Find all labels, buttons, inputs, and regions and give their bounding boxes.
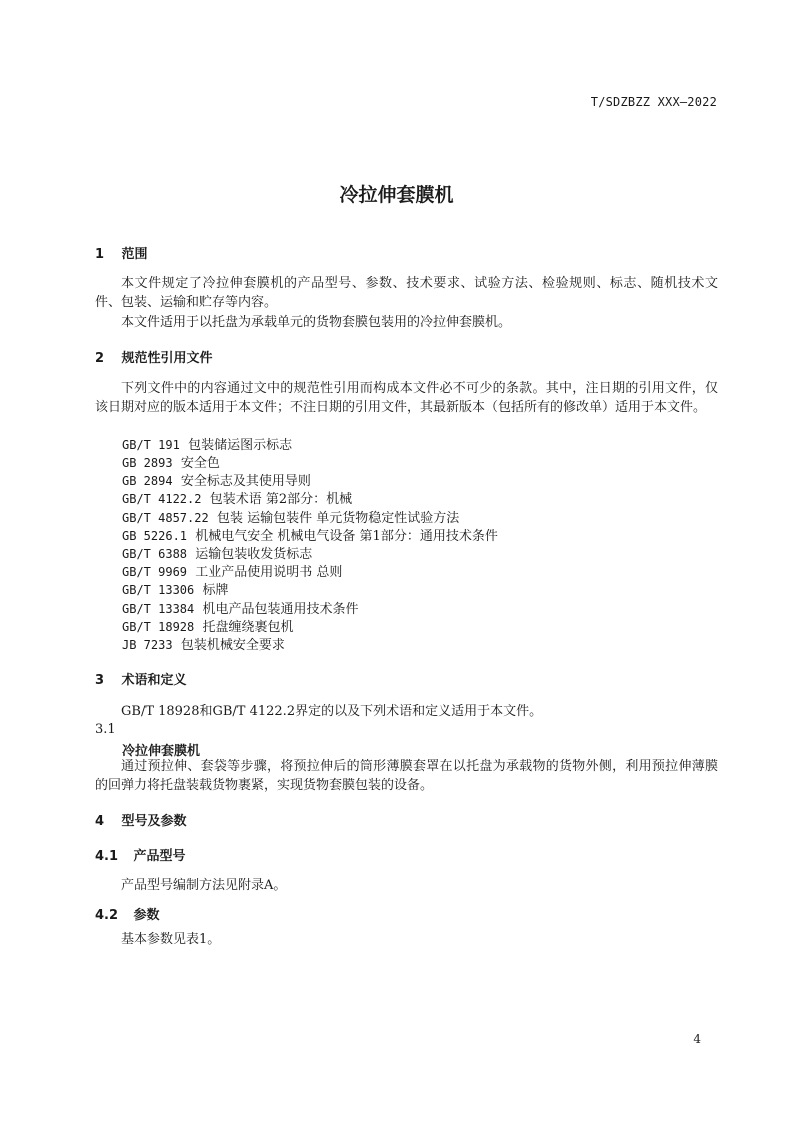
section-4-heading [95,810,187,829]
term-definition: 通过预拉伸、套袋等步骤，将预拉伸后的筒形薄膜套罩在以托盘为承载物的货物外侧，利用预拉伸薄膜的回弹力将托盘装载货物裹紧，实现货物套膜包装的设备。 [95,759,718,793]
reference-title: 工业产品使用说明书 总则 [195,565,343,580]
section-title: 规范性引用文件 [121,351,213,366]
term-number: 3.1 [95,722,116,737]
reference-code: GB 2893 [122,456,173,470]
section-number: 2 [95,351,105,366]
section-1-heading [95,243,148,262]
reference-code: JB 7233 [122,638,173,652]
section-title: 范围 [121,247,148,262]
reference-item [122,634,285,653]
reference-title: 机电产品包装通用技术条件 [202,602,359,617]
reference-code: GB 5226.1 [122,529,188,543]
reference-item [122,616,294,635]
reference-title: 包装术语 第2部分：机械 [209,492,353,507]
subsection-title: 参数 [133,908,160,923]
section-number: 3 [95,673,105,688]
reference-item [122,488,352,507]
subsection-4-1-heading [95,845,186,864]
reference-code: GB/T 13306 [122,583,195,597]
reference-title: 托盘缠绕裹包机 [202,620,294,635]
reference-item [122,470,311,489]
section-3-heading [95,669,187,688]
subsection-number: 4.2 [95,908,119,923]
reference-title: 标牌 [202,583,229,598]
reference-code: GB/T 18928 [122,620,195,634]
reference-item [122,579,229,598]
reference-title: 安全标志及其使用导则 [180,474,311,489]
reference-code: GB/T 4122.2 [122,492,202,506]
section-3-intro: GB/T 18928和GB/T 4122.2界定的以及下列术语和定义适用于本文件。 [121,704,543,719]
section-title: 型号及参数 [121,814,187,829]
section-2-intro: 下列文件中的内容通过文中的规范性引用而构成本文件必不可少的条款。其中，注日期的引用文件，仅该日期对应的版本适用于本文件；不注日期的引用文件，其最新版本（包括所有的修改单）适用于本文件。 [95,381,718,415]
subsection-title: 产品型号 [133,849,186,864]
section-2-heading [95,347,213,366]
reference-code: GB/T 13384 [122,602,195,616]
reference-code: GB/T 9969 [122,565,188,579]
reference-title: 机械电气安全 机械电气设备 第1部分：通用技术条件 [195,529,498,544]
reference-item [122,525,498,544]
section-1-paragraph-2: 本文件适用于以托盘为承载单元的货物套膜包装用的冷拉伸套膜机。 [121,315,512,330]
document-title: 冷拉伸套膜机 [339,184,454,206]
reference-title: 包装 运输包装件 单元货物稳定性试验方法 [216,511,460,526]
subsection-4-1-text: 产品型号编制方法见附录A。 [121,878,287,893]
subsection-number: 4.1 [95,849,119,864]
section-number: 4 [95,814,105,829]
reference-code: GB/T 191 [122,438,180,452]
standard-code: T/SDZBZZ XXX—2022 [590,95,717,109]
section-title: 术语和定义 [121,673,187,688]
reference-item [122,543,312,562]
reference-title: 安全色 [180,456,220,471]
reference-title: 包装机械安全要求 [180,638,285,653]
reference-code: GB/T 4857.22 [122,511,209,525]
subsection-4-2-heading [95,904,160,923]
term-name: 冷拉伸套膜机 [122,744,201,759]
section-1-paragraph-1: 本文件规定了冷拉伸套膜机的产品型号、参数、技术要求、试验方法、检验规则、标志、随机技术文件、包装、运输和贮存等内容。 [95,276,718,310]
reference-item [122,598,359,617]
reference-title: 运输包装收发货标志 [195,547,313,562]
reference-code: GB/T 6388 [122,547,188,561]
reference-item [122,561,342,580]
reference-item [122,507,459,526]
reference-code: GB 2894 [122,474,173,488]
section-number: 1 [95,247,105,262]
page-number: 4 [693,1032,701,1046]
subsection-4-2-text: 基本参数见表1。 [121,932,221,947]
reference-title: 包装储运图示标志 [188,438,293,453]
reference-item [122,452,220,471]
reference-item [122,434,292,453]
